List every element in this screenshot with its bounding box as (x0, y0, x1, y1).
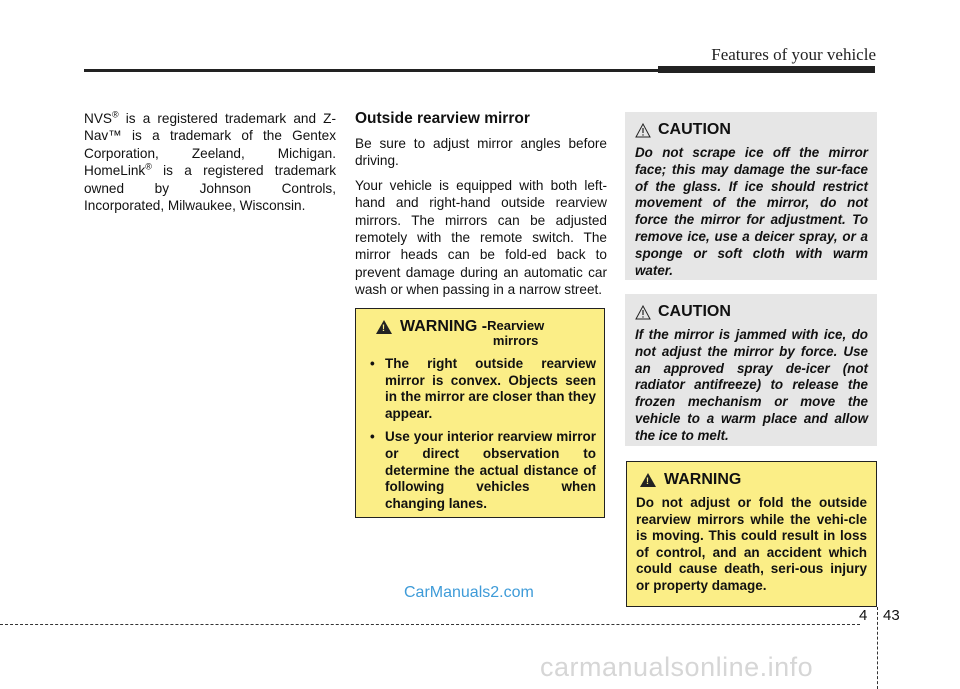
footer-divider (0, 624, 860, 625)
caution-text: If the mirror is jammed with ice, do not adjust the mirror by force. Use an approved spray de-icer (not radiator antifreeze) to release the frozen mechanism or move the vehicle to a warm place and allow the ice to melt. (635, 327, 868, 443)
footer-page-separator (877, 607, 878, 689)
section-title: Outside rearview mirror (355, 110, 530, 127)
warning-box-rearview-mirrors (355, 308, 605, 518)
warning-triangle-icon (640, 473, 656, 487)
warning-triangle-icon (376, 320, 392, 334)
site-watermark: CarManuals2.com (404, 584, 534, 601)
section-paragraph-2: Your vehicle is equipped with both left-hand and right-hand outside rearview mirrors. The mirrors can be adjusted remotely with the remote switch. The mirror heads can be fold-ed back to prevent damage during an automatic car wash or when passing in a narrow street. (355, 177, 607, 298)
caution-triangle-icon (635, 305, 651, 320)
caution-header (635, 303, 868, 321)
warning-title: WARNING - (400, 318, 488, 335)
caution-text: Do not scrape ice off the mirror face; this may damage the sur-face of the glass. If ice should restrict movement of the mirror, do not force the mirror for adjustment. To remove ice, use a deicer spray, or a sponge or soft cloth with warm water. (635, 145, 868, 278)
mirror-section (355, 110, 607, 306)
warning-text: Do not adjust or fold the outside rearview mirrors while the vehi-cle is moving. This could result in loss of control, and an accident which could cause death, seri-ous injury or property damage. (636, 495, 867, 593)
trademark-paragraph: NVS® is a registered trademark and Z-Nav™ is a trademark of the Gentex Corporation, Zeeland, Michigan. HomeLink® is a registered trademark owned by Johnson Controls, Incorporated, Milwaukee, Wisconsin. (84, 109, 336, 214)
caution-title: CAUTION (658, 303, 731, 320)
page-number: 43 (883, 607, 900, 624)
caution-box-jammed-mirror (625, 294, 877, 446)
caution-box-ice-scraping (625, 112, 877, 280)
warning-header (636, 471, 867, 489)
warning-title: WARNING (664, 471, 742, 488)
trademark-notice (84, 110, 336, 214)
bottom-watermark: carmanualsonline.info (540, 652, 814, 682)
section-paragraph-1: Be sure to adjust mirror angles before driving. (355, 136, 607, 169)
header-rule-accent (658, 66, 875, 73)
caution-header (635, 121, 868, 139)
caution-title: CAUTION (658, 121, 731, 138)
warning-list (366, 356, 596, 512)
warning-header (366, 318, 596, 348)
warning-item: • The right outside rearview mirror is convex. Objects seen in the mirror are closer than they appear. (366, 356, 596, 422)
page-header-title: Features of your vehicle (711, 45, 876, 64)
warning-subtitle: Rearview mirrors (487, 318, 545, 348)
caution-triangle-icon (635, 123, 651, 138)
warning-box-folding-while-moving (626, 461, 877, 607)
chapter-number: 4 (859, 607, 868, 624)
warning-item: • Use your interior rearview mirror or direct observation to determine the actual distance of following vehicles when changing lanes. (366, 429, 596, 512)
